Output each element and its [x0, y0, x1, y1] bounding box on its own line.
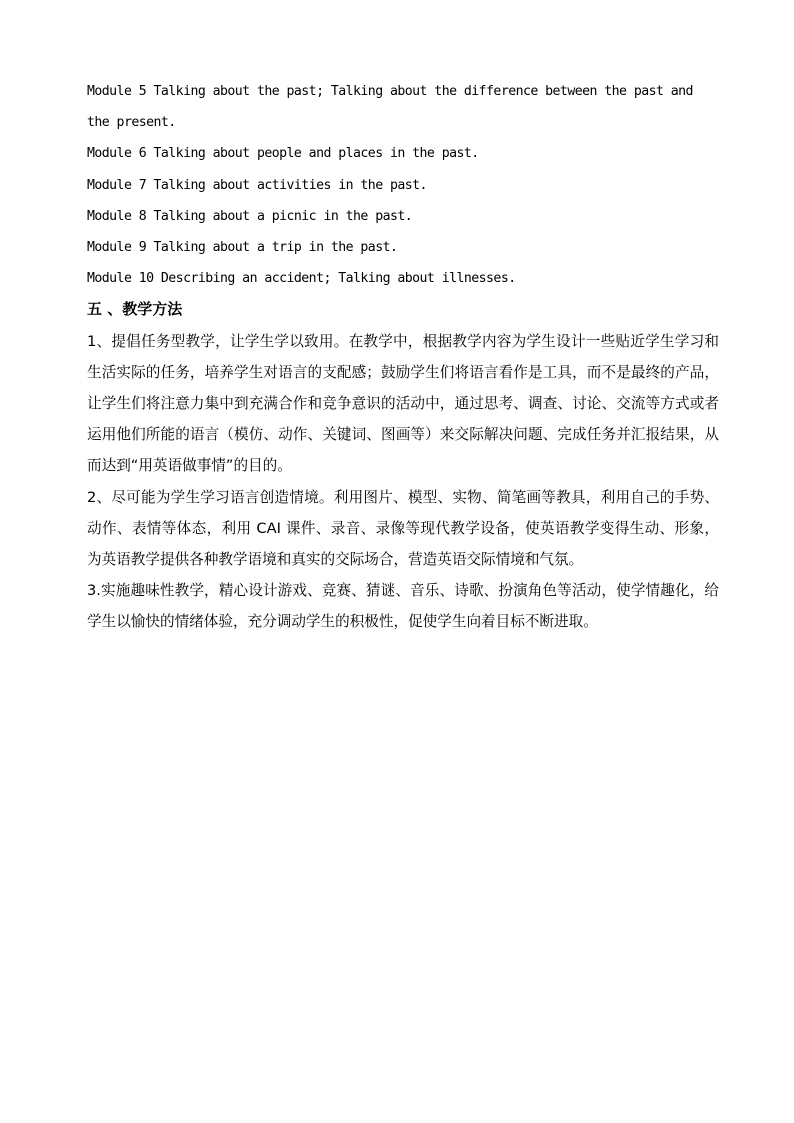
- module-10-line: Module 10 Describing an accident; Talking about illnesses.: [87, 271, 516, 287]
- paragraph-1: 1、提倡任务型教学，让学生学以致用。在教学中，根据教学内容为学生设计一些贴近学生学习和生活实际的任务，培养学生对语言的支配感；鼓励学生们将语言看作是工具，而不是最终的产品，让学生们将注意力集中到充满合作和竞争意识的活动中，通过思考、调查、讨论、交流等方式或者运用他们所能的语言（模仿、动作、关键词、图画等）来交际解决问题、完成任务并汇报结果，从而达到“用英语做事情”的目的。: [87, 332, 719, 475]
- module-8-line: Module 8 Talking about a picnic in the past.: [87, 208, 413, 224]
- paragraph-3: 3.实施趣味性教学，精心设计游戏、竞赛、猜谜、音乐、诗歌、扮演角色等活动，使学情趣化，给学生以愉快的情绪体验，充分调动学生的积极性，促使学生向着目标不断进取。: [87, 582, 719, 631]
- module-7-line: Module 7 Talking about activities in the past.: [87, 177, 427, 193]
- module-9-line: Module 9 Talking about a trip in the past.: [87, 240, 398, 256]
- document-page: [87, 76, 719, 638]
- module-6-line: Module 6 Talking about people and places in the past.: [87, 146, 479, 162]
- paragraph-2: 2、尽可能为学生学习语言创造情境。利用图片、模型、实物、简笔画等教具，利用自己的手势、动作、表情等体态，利用 CAI 课件、录音、录像等现代教学设备，使英语教学变得生动、形象，为英语教学提供各种教学语境和真实的交际场合，营造英语交际情境和气氛。: [87, 488, 719, 569]
- module-5-line: Module 5 Talking about the past; Talking about the difference between the past and the present.: [87, 84, 693, 131]
- section-heading: 五 、教学方法: [87, 300, 183, 319]
